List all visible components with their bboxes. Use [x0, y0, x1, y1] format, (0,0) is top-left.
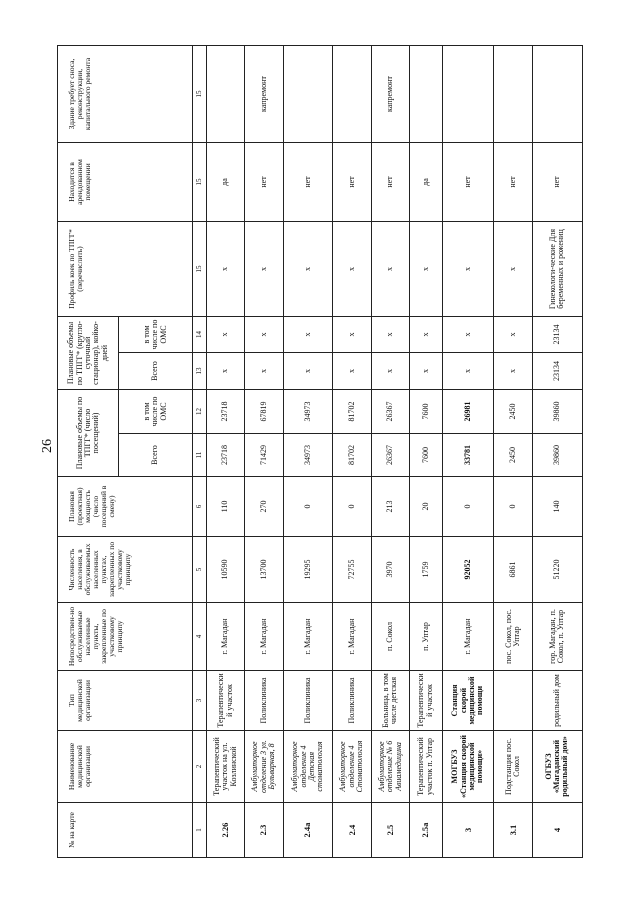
column-number: 15	[192, 222, 206, 317]
visits-oms: 81702	[333, 390, 371, 434]
column-number: 5	[192, 537, 206, 603]
repair-needed: капремонт	[245, 46, 283, 143]
visits-oms: 7600	[410, 390, 443, 434]
column-number: 2	[192, 731, 206, 803]
row-number: 2.5	[371, 803, 409, 858]
bed-profile: х	[410, 222, 443, 317]
row-number: 3	[442, 803, 494, 858]
table-row	[333, 46, 371, 858]
planned-capacity: 270	[245, 477, 283, 537]
bed-days-total: х	[371, 353, 409, 390]
bed-days-oms: х	[206, 317, 244, 353]
rented-premises: нет	[532, 143, 582, 222]
column-number: 1	[192, 803, 206, 858]
org-type	[494, 671, 532, 731]
header-beds-oms: в том числе по ОМС	[119, 317, 193, 353]
org-name: Подстанция пос. Сокол	[494, 731, 532, 803]
planned-capacity: 110	[206, 477, 244, 537]
header-row-top	[58, 46, 119, 858]
row-number: 3.1	[494, 803, 532, 858]
planned-capacity: 0	[494, 477, 532, 537]
column-number-row	[192, 46, 206, 858]
visits-total: 81702	[333, 434, 371, 477]
visits-oms: 26367	[371, 390, 409, 434]
table-row	[283, 46, 333, 858]
bed-days-total: х	[410, 353, 443, 390]
header-capacity: Плановая (проектная) мощность (число посещений в смену)	[58, 477, 193, 537]
population: 51220	[532, 537, 582, 603]
bed-profile: Гинекологи-ческие Для беременных и рожениц	[532, 222, 582, 317]
table-body	[206, 46, 582, 858]
header-number: № на карте	[58, 803, 193, 858]
header-type: Тип медицинской организации	[58, 671, 193, 731]
bed-profile: х	[283, 222, 333, 317]
repair-needed	[410, 46, 443, 143]
org-name: Амбулаторное отделение 4 Детская стоматология	[283, 731, 333, 803]
row-number: 2.5а	[410, 803, 443, 858]
row-number: 4	[532, 803, 582, 858]
rented-premises: нет	[494, 143, 532, 222]
served-settlements: гор. Магадан, п. Сокол, п. Уптар	[532, 603, 582, 671]
bed-days-oms: х	[283, 317, 333, 353]
rented-premises: да	[410, 143, 443, 222]
served-settlements: пос. Сокол, пос. Уптар	[494, 603, 532, 671]
org-type: родильный дом	[532, 671, 582, 731]
rotated-table-sheet	[57, 46, 583, 858]
visits-oms: 34973	[283, 390, 333, 434]
bed-days-oms: х	[442, 317, 494, 353]
row-number: 2.4а	[283, 803, 333, 858]
bed-days-total: х	[494, 353, 532, 390]
bed-profile: х	[442, 222, 494, 317]
population: 1759	[410, 537, 443, 603]
header-beds: Плановые объемы по ТПГГ* (кругло-суточный стационар), койко-дней	[58, 317, 119, 390]
table-row	[371, 46, 409, 858]
bed-profile: х	[371, 222, 409, 317]
population: 19295	[283, 537, 333, 603]
bed-profile: х	[206, 222, 244, 317]
visits-total: 2450	[494, 434, 532, 477]
bed-days-oms: х	[371, 317, 409, 353]
bed-days-total: х	[245, 353, 283, 390]
visits-total: 7600	[410, 434, 443, 477]
org-type: Больница, в том числе детская	[371, 671, 409, 731]
org-name: ОГБУЗ «Магаданский родильный дом»	[532, 731, 582, 803]
repair-needed: капремонт	[371, 46, 409, 143]
table-row	[442, 46, 494, 858]
bed-profile: х	[494, 222, 532, 317]
planned-capacity: 140	[532, 477, 582, 537]
medical-organizations-table	[57, 45, 583, 858]
header-rented: Находится в арендованном помещении	[58, 143, 193, 222]
rented-premises: нет	[442, 143, 494, 222]
planned-capacity: 0	[442, 477, 494, 537]
bed-days-total: х	[333, 353, 371, 390]
visits-total: 39860	[532, 434, 582, 477]
bed-profile: х	[333, 222, 371, 317]
bed-days-total: х	[442, 353, 494, 390]
header-visits-oms: в том числе по ОМС	[119, 390, 193, 434]
page-number: 26	[40, 439, 55, 453]
header-served: Непосредствен-но обслуживаемые населенные пункты, закрепленные по участковому принципу	[58, 603, 193, 671]
header-repair: Здание требует сноса, реконструкции, капитального ремонта	[58, 46, 193, 143]
org-type: Поликлиника	[333, 671, 371, 731]
header-visits-total: Всего	[119, 434, 193, 477]
planned-capacity: 20	[410, 477, 443, 537]
served-settlements: г. Магадан	[283, 603, 333, 671]
header-profile: Профиль коек по ТПГГ* (перечислить)	[58, 222, 193, 317]
planned-capacity: 0	[283, 477, 333, 537]
served-settlements: г. Магадан	[333, 603, 371, 671]
visits-oms: 67819	[245, 390, 283, 434]
bed-profile: х	[245, 222, 283, 317]
org-type: Поликлиника	[245, 671, 283, 731]
rented-premises: нет	[371, 143, 409, 222]
column-number: 12	[192, 390, 206, 434]
org-name: Терапевтический участок на ул. Козлинской	[206, 731, 244, 803]
row-number: 2.4	[333, 803, 371, 858]
population: 92052	[442, 537, 494, 603]
org-name: Амбулаторное отделение № 6 Авиамедицина	[371, 731, 409, 803]
served-settlements: г. Магадан	[442, 603, 494, 671]
header-beds-total: Всего	[119, 353, 193, 390]
column-number: 13	[192, 353, 206, 390]
header-population: Численность населения, в обслуживаемых населенных пунктах, закрепленных по участковому принципу	[58, 537, 193, 603]
repair-needed	[206, 46, 244, 143]
bed-days-oms: х	[245, 317, 283, 353]
repair-needed	[532, 46, 582, 143]
population: 10590	[206, 537, 244, 603]
population: 3970	[371, 537, 409, 603]
bed-days-oms: 23134	[532, 317, 582, 353]
served-settlements: г. Магадан	[245, 603, 283, 671]
visits-oms: 26981	[442, 390, 494, 434]
population: 13700	[245, 537, 283, 603]
served-settlements: п. Уптар	[410, 603, 443, 671]
visits-total: 26367	[371, 434, 409, 477]
org-name: МОГБУЗ «Станция скорой медицинской помощи»	[442, 731, 494, 803]
repair-needed	[333, 46, 371, 143]
bed-days-oms: х	[333, 317, 371, 353]
row-number: 2.26	[206, 803, 244, 858]
visits-total: 23718	[206, 434, 244, 477]
population: 72755	[333, 537, 371, 603]
column-number: 14	[192, 317, 206, 353]
column-number: 15	[192, 143, 206, 222]
rented-premises: нет	[283, 143, 333, 222]
org-name: Терапевтический участок п. Уптар	[410, 731, 443, 803]
column-number: 3	[192, 671, 206, 731]
table-row	[532, 46, 582, 858]
org-type: Станция скорой медицинской помощи	[442, 671, 494, 731]
population: 6861	[494, 537, 532, 603]
table-row	[245, 46, 283, 858]
visits-oms: 23718	[206, 390, 244, 434]
planned-capacity: 0	[333, 477, 371, 537]
rented-premises: нет	[245, 143, 283, 222]
table-row	[494, 46, 532, 858]
table-row	[410, 46, 443, 858]
planned-capacity: 213	[371, 477, 409, 537]
bed-days-total: х	[206, 353, 244, 390]
column-number: 6	[192, 477, 206, 537]
repair-needed	[283, 46, 333, 143]
rented-premises: да	[206, 143, 244, 222]
bed-days-oms: х	[410, 317, 443, 353]
visits-total: 33781	[442, 434, 494, 477]
org-type: Поликлиника	[283, 671, 333, 731]
bed-days-total: х	[283, 353, 333, 390]
served-settlements: г. Магадан	[206, 603, 244, 671]
row-number: 2.3	[245, 803, 283, 858]
served-settlements: п. Сокол	[371, 603, 409, 671]
org-name: Амбулаторное отделение 3 ул. Бульварная, 8	[245, 731, 283, 803]
column-number: 4	[192, 603, 206, 671]
org-type: Терапевтически й участок	[410, 671, 443, 731]
table-row	[206, 46, 244, 858]
header-name: Наименование медицинской организации	[58, 731, 193, 803]
column-number: 11	[192, 434, 206, 477]
repair-needed	[494, 46, 532, 143]
org-type: Терапевтически й участок	[206, 671, 244, 731]
rented-premises: нет	[333, 143, 371, 222]
visits-total: 71429	[245, 434, 283, 477]
visits-total: 34973	[283, 434, 333, 477]
org-name: Амбулаторное отделение 4 Стоматология	[333, 731, 371, 803]
header-visits: Плановые объемы по ТПГГ* (число посещений)	[58, 390, 119, 477]
bed-days-oms: х	[494, 317, 532, 353]
repair-needed	[442, 46, 494, 143]
bed-days-total: 23134	[532, 353, 582, 390]
visits-oms: 39860	[532, 390, 582, 434]
column-number: 15	[192, 46, 206, 143]
visits-oms: 2450	[494, 390, 532, 434]
